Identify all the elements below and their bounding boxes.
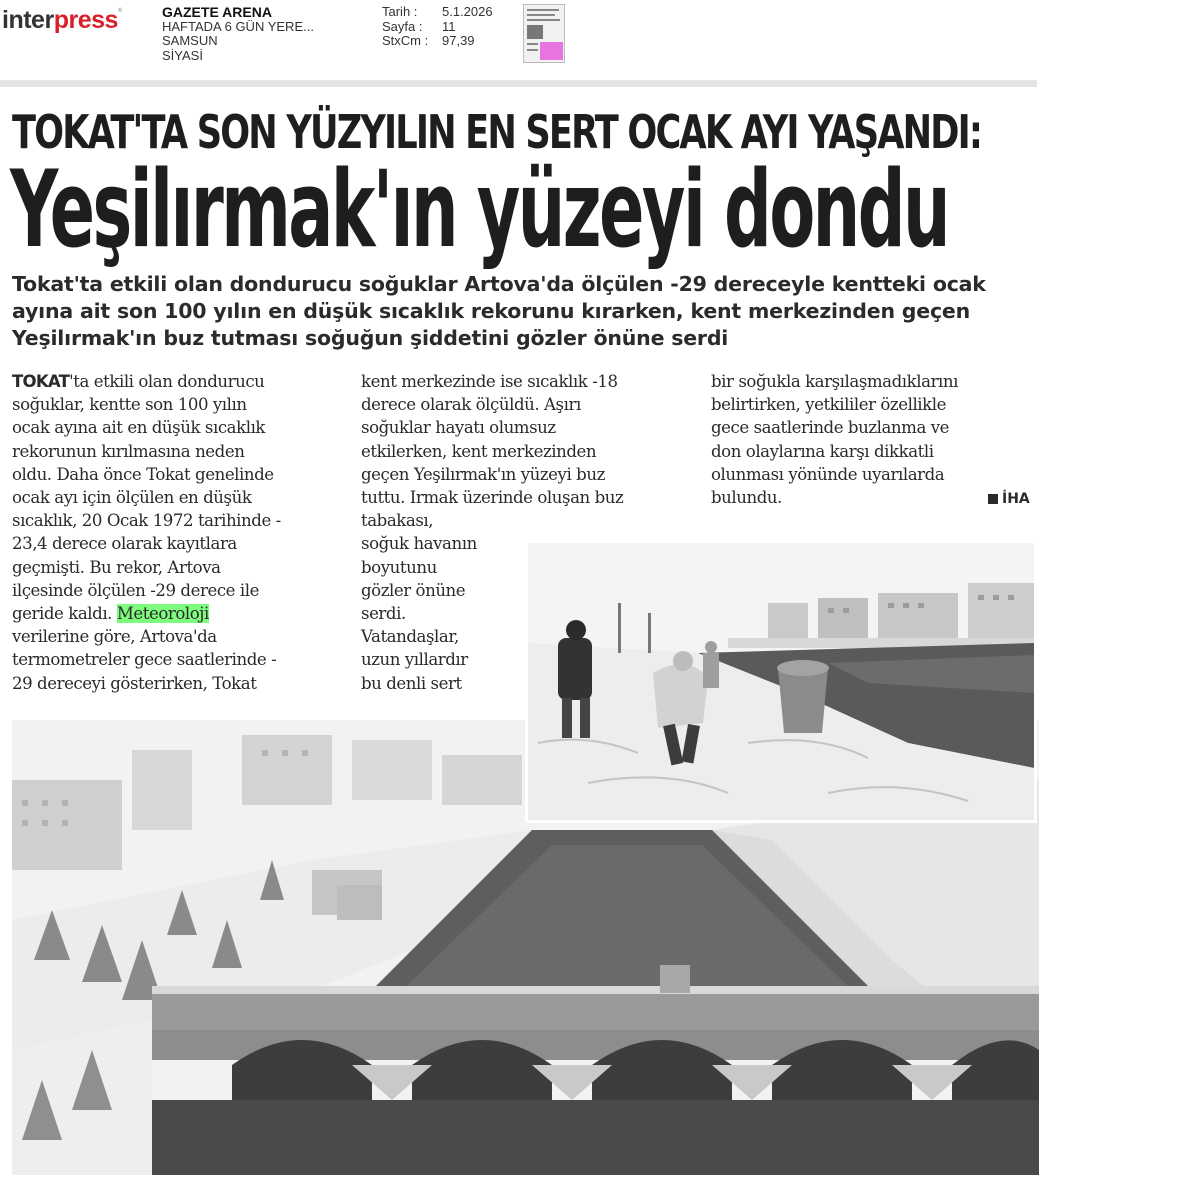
news-agency-credit: [988, 491, 1030, 507]
article-column-2: kent merkezinde ise sıcaklık -18 derece olarak ölçüldü. Aşırı soğuklar hayatı olumsuz etkilerken, kent merkezinden geçen Yeşilırmak'ın yüzeyi buz tuttu. Irmak üzerinde oluşan buz tabakası, soğuk havanın boyutunu gözler önüne serdi. Vatandaşlar, uzun yıllardır bu denli sert: [361, 372, 624, 693]
inset-photo-snowy-riverbank: [525, 540, 1037, 823]
column-1-text-b: verilerine göre, Artova'da termometreler gece saatlerinde - 29 dereceyi gösterirken, Tokat: [12, 627, 277, 693]
article-spot: Tokat'ta etkili olan dondurucu soğuklar Artova'da ölçülen -29 dereceyle kentteki ocak ayına ait son 100 yılın en düşük sıcaklık rekorunu kırarken, kent merkezinden geçen Yeşilırmak'ın buz tutması soğuğun şiddetini gözler önüne serdi: [12, 272, 986, 350]
news-agency-name: İHA: [1002, 491, 1030, 507]
publication-name: GAZETE ARENA: [162, 4, 272, 20]
info-value-page: 11: [442, 18, 456, 34]
interpress-logo: [2, 8, 122, 33]
article-column-1: [12, 370, 347, 695]
thumbnail-photo: [527, 25, 543, 39]
info-key: StxCm :: [382, 33, 429, 48]
info-value-stxcm: 97,39: [442, 33, 475, 48]
highlighted-keyword: Meteoroloji: [116, 604, 209, 624]
thumbnail-article-marker: [540, 42, 563, 60]
info-key: Sayfa :: [382, 18, 423, 34]
info-row-stxcm: [382, 34, 493, 49]
header-divider: [0, 80, 1037, 87]
publication-category: SİYASİ: [162, 47, 203, 63]
article-headline: Yeşilırmak'ın yüzeyi dondu: [10, 148, 949, 271]
logo-text-right: press: [53, 6, 118, 34]
clipping-info: [382, 5, 493, 49]
publication-frequency: HAFTADA 6 GÜN YERE...: [162, 18, 314, 34]
info-row-page: [382, 20, 493, 35]
article-kicker: TOKAT'TA SON YÜZYILIN EN SERT OCAK AYI YAŞANDI:: [12, 105, 982, 159]
info-value-date: 5.1.2026: [442, 4, 493, 19]
square-bullet-icon: [988, 494, 998, 504]
logo-registered-mark: ®: [117, 8, 122, 14]
info-key: Tarih :: [382, 4, 418, 19]
publication-city: SAMSUN: [162, 33, 218, 48]
dateline: TOKAT: [12, 372, 70, 391]
page-thumbnail[interactable]: [523, 4, 565, 63]
logo-text-left: inter: [2, 6, 54, 34]
article-column-3: bir soğukla karşılaşmadıklarını belirtirken, yetkililer özellikle gece saatlerinde buzlanma ve don olaylarına karşı dikkatli olunması yönünde uyarılarda bulundu.: [711, 372, 958, 508]
publication-block: [162, 5, 314, 63]
column-1-text-a: 'ta etkili olan dondurucu soğuklar, kentte son 100 yılın ocak ayına ait en düşük sıcaklık rekorunun kırılmasına neden oldu. Daha önce Tokat genelinde ocak ayı için ölçülen en düşük sıcaklık, 20 Ocak 1972 tarihinde - 23,4 derece olarak kayıtlara geçmişti. Bu rekor, Artova ilçesinde ölçülen -29 derece ile geride kaldı.: [12, 372, 281, 624]
info-row-date: [382, 5, 493, 20]
